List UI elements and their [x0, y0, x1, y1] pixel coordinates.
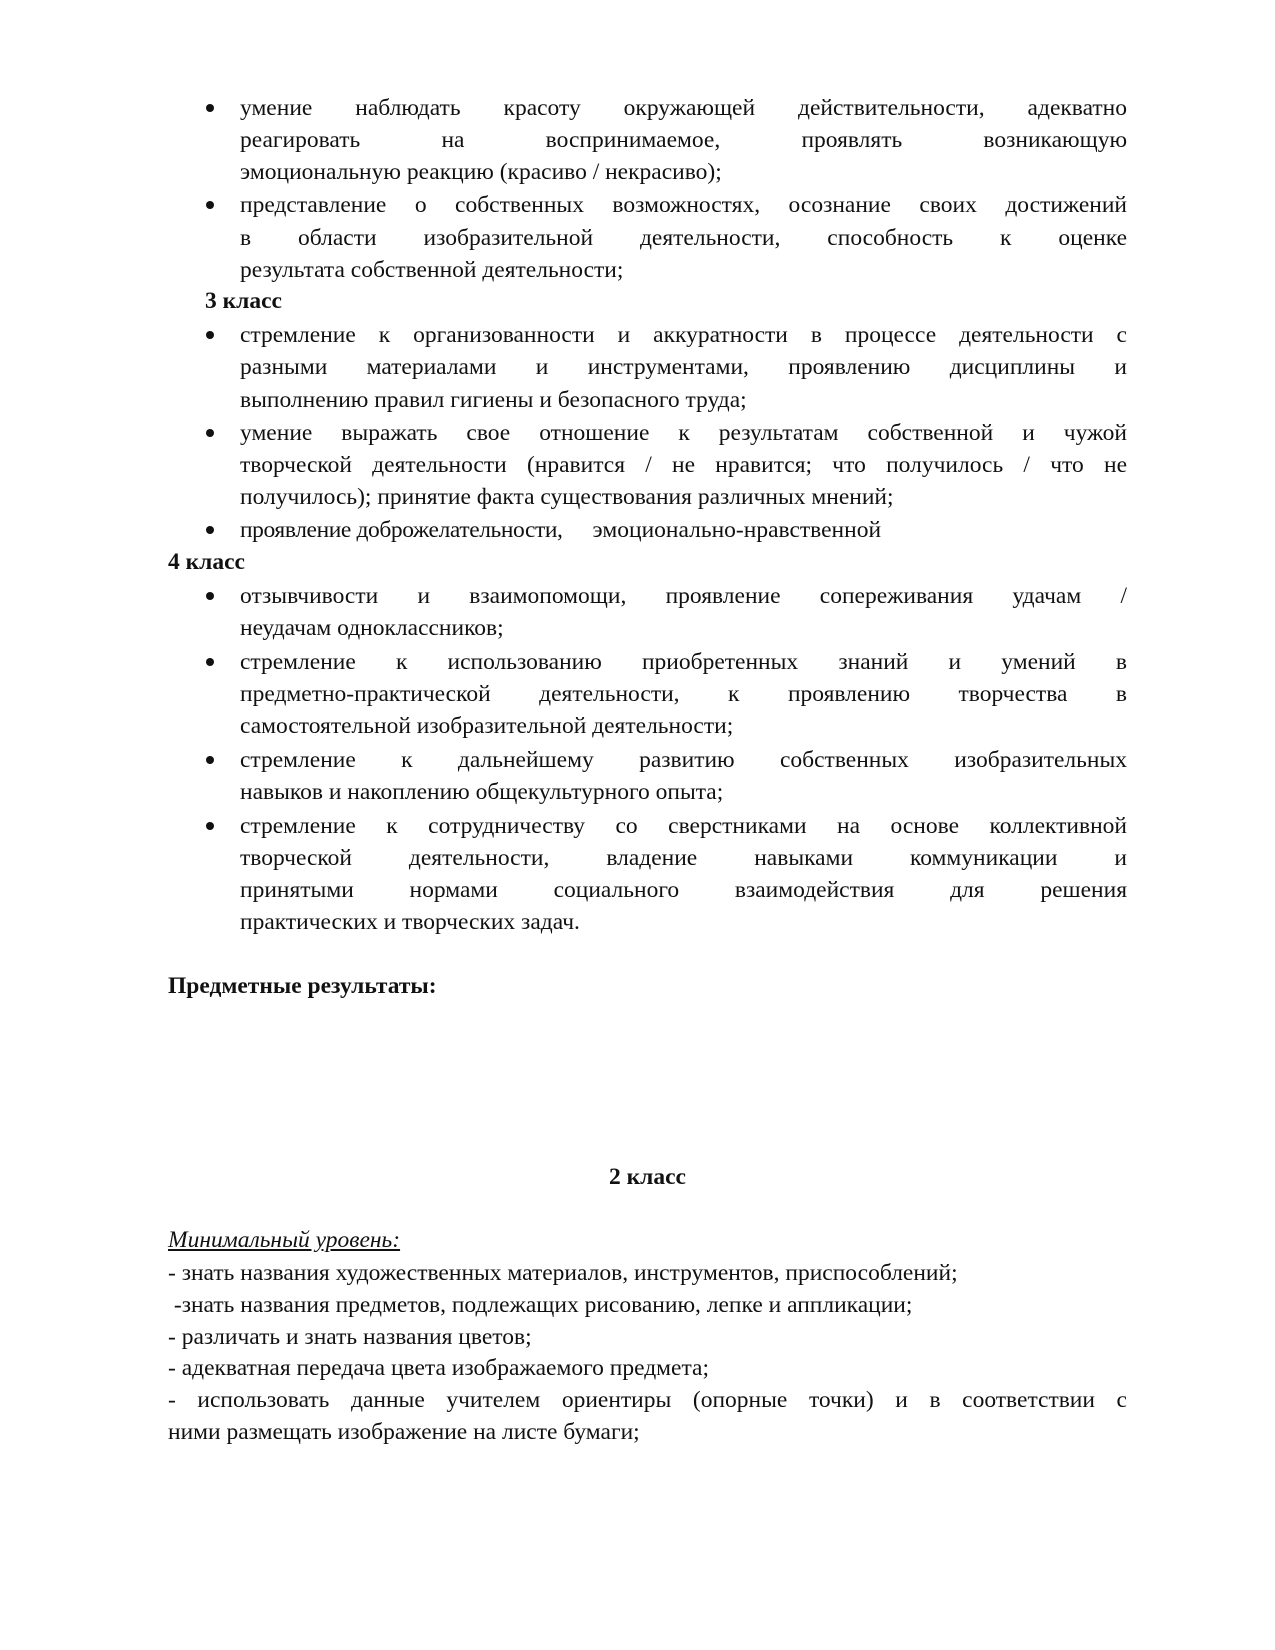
bullet-icon: [206, 331, 214, 339]
text-line: - знать названия художественных материалов, инструментов, приспособлений;: [168, 1260, 958, 1286]
text-line: умение выражать свое отношение к результатам собственной и чужой: [240, 420, 1127, 446]
bullet-icon: [206, 104, 214, 112]
text-fragment: эмоционально-нравственной: [592, 517, 882, 543]
bullet-icon: [206, 756, 214, 764]
text-line: принятыми нормами социального взаимодействия для решения: [240, 877, 1127, 903]
text-line: творческой деятельности, владение навыками коммуникации и: [240, 845, 1127, 871]
text-fragment: проявление доброжелательности,: [240, 517, 563, 543]
text-line: -знать названия предметов, подлежащих рисованию, лепке и аппликации;: [168, 1292, 913, 1318]
text-line: предметно-практической деятельности, к проявлению творчества в: [240, 681, 1127, 707]
text-line: разными материалами и инструментами, проявлению дисциплины и: [240, 354, 1127, 380]
grade2-heading: 2 класс: [609, 1164, 686, 1190]
text-line: ними размещать изображение на листе бумаги;: [168, 1419, 640, 1445]
text-line: - адекватная передача цвета изображаемого предмета;: [168, 1355, 710, 1381]
grade4-heading: 4 класс: [168, 549, 245, 575]
bullet-icon: [206, 592, 214, 600]
text-line: творческой деятельности (нравится / не нравится; что получилось / что не: [240, 452, 1127, 478]
text-line: выполнению правил гигиены и безопасного труда;: [240, 387, 747, 413]
text-line: стремление к использованию приобретенных знаний и умений в: [240, 649, 1127, 675]
minimal-level-label: Минимальный уровень:: [168, 1227, 401, 1253]
text-line: представление о собственных возможностях, осознание своих достижений: [240, 192, 1127, 218]
text-line: - использовать данные учителем ориентиры (опорные точки) и в соответствии с: [168, 1387, 1127, 1413]
bullet-icon: [206, 429, 214, 437]
bullet-icon: [206, 201, 214, 209]
text-line: неудачам одноклассников;: [240, 615, 504, 641]
text-line: [240, 514, 1127, 546]
text-line: умение наблюдать красоту окружающей действительности, адекватно: [240, 95, 1127, 121]
text-line: реагировать на воспринимаемое, проявлять возникающую: [240, 127, 1127, 153]
text-line: эмоциональную реакцию (красиво / некрасиво);: [240, 159, 722, 185]
text-line: результата собственной деятельности;: [240, 257, 624, 283]
bullet-icon: [206, 822, 214, 830]
text-line: практических и творческих задач.: [240, 909, 580, 935]
text-line: в области изобразительной деятельности, способность к оценке: [240, 225, 1127, 251]
text-line: стремление к организованности и аккуратности в процессе деятельности с: [240, 322, 1127, 348]
grade3-heading: 3 класс: [205, 288, 282, 314]
minimal-level-heading: [168, 1224, 1127, 1256]
bullet-icon: [206, 526, 214, 534]
subject-results-heading: Предметные результаты:: [168, 973, 437, 999]
text-line: стремление к дальнейшему развитию собственных изобразительных: [240, 747, 1127, 773]
text-line: стремление к сотрудничеству со сверстниками на основе коллективной: [240, 813, 1127, 839]
text-line: навыков и накоплению общекультурного опыта;: [240, 779, 724, 805]
text-line: получилось); принятие факта существования различных мнений;: [240, 484, 894, 510]
text-line: - различать и знать названия цветов;: [168, 1324, 532, 1350]
bullet-icon: [206, 658, 214, 666]
text-line: самостоятельной изобразительной деятельности;: [240, 713, 734, 739]
text-line: отзывчивости и взаимопомощи, проявление сопереживания удачам /: [240, 583, 1127, 609]
